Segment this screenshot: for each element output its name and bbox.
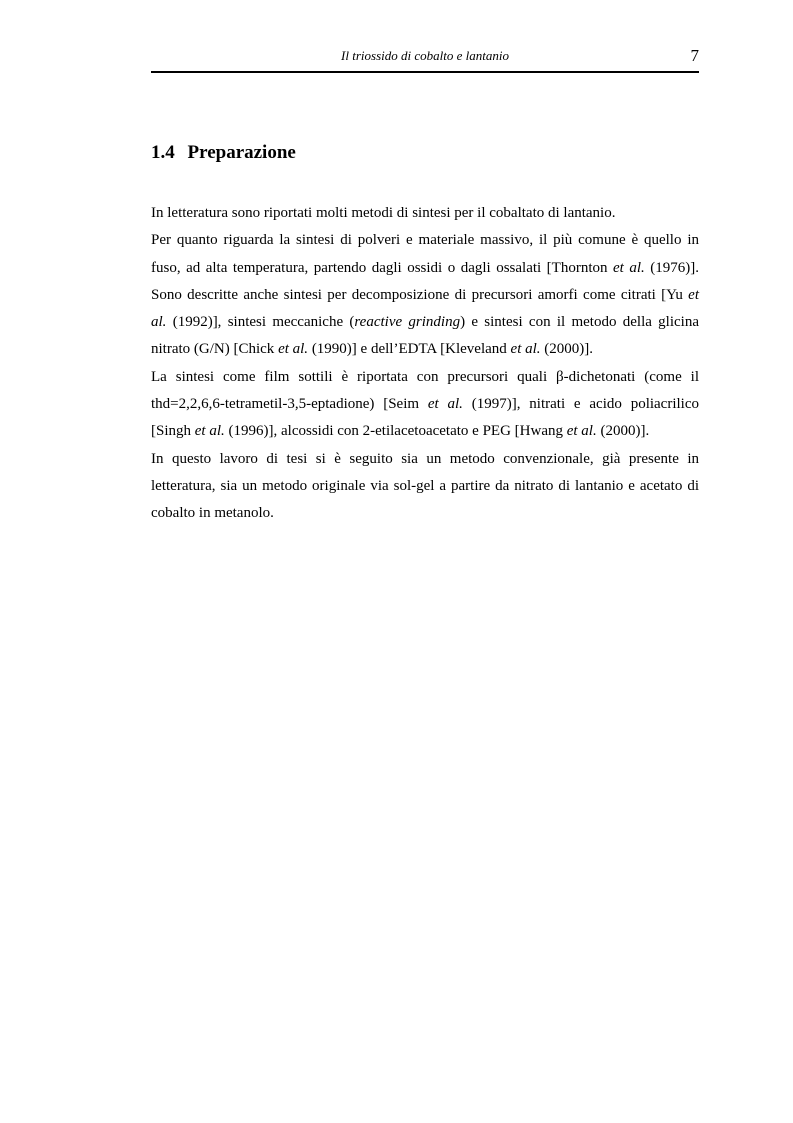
italic-text: et al. bbox=[613, 259, 645, 276]
italic-text: et al. bbox=[194, 423, 225, 440]
paragraph bbox=[151, 200, 699, 227]
page-number: 7 bbox=[690, 46, 699, 65]
text-run: (1997)], nitrati e acido poliacrilico [Singh bbox=[151, 396, 699, 440]
paragraph bbox=[151, 446, 699, 528]
italic-text: reactive grinding bbox=[354, 314, 461, 331]
header-rule bbox=[151, 71, 699, 73]
running-header bbox=[151, 46, 699, 68]
text-run: (1976)]. Sono descritte anche sintesi per decomposizione di precursori amorfi come citrati [Yu bbox=[151, 259, 699, 303]
section-title: Preparazione bbox=[187, 142, 296, 163]
text-run: In questo lavoro di tesi si è seguito sia un metodo convenzionale, già presente in letteratura, sia un metodo originale via sol-gel a partire da nitrato di lantanio e acetato di cobalto in metanolo. bbox=[151, 450, 699, 522]
text-run: (1996)], alcossidi con 2-etilacetoacetato e PEG [Hwang bbox=[224, 423, 567, 440]
running-title: Il triossido di cobalto e lantanio bbox=[341, 48, 509, 63]
italic-text: et al. bbox=[510, 341, 541, 358]
text-run: In letteratura sono riportati molti metodi di sintesi per il cobaltato di lantanio. bbox=[151, 205, 616, 221]
italic-text: et al. bbox=[151, 286, 699, 331]
section-number: 1.4 bbox=[151, 142, 175, 163]
paragraph bbox=[151, 364, 699, 446]
text-run: La sintesi come film sottili è riportata con precursori quali β-dichetonati (come il thd=2,2,6,6-tetrametil-3,5-eptadione) [Seim bbox=[151, 368, 699, 413]
text-run: ) e sintesi con il metodo della glicina nitrato (G/N) [Chick bbox=[151, 314, 699, 358]
italic-text: et al. bbox=[566, 423, 597, 440]
text-run: (2000)]. bbox=[540, 341, 594, 358]
section-heading bbox=[151, 141, 296, 165]
text-run: (1992)], sintesi meccaniche ( bbox=[166, 314, 355, 331]
italic-text: et al. bbox=[427, 396, 463, 413]
text-run: Per quanto riguarda la sintesi di polveri e materiale massivo, il più comune è quello in fuso, ad alta temperatura, partendo dagli ossidi o dagli ossalati [Thornton bbox=[151, 232, 699, 276]
text-run: (2000)]. bbox=[596, 423, 650, 440]
text-run: (1990)] e dell’EDTA [Kleveland bbox=[308, 341, 511, 358]
body-text bbox=[151, 200, 699, 528]
italic-text: et al. bbox=[278, 341, 309, 358]
paragraph bbox=[151, 227, 699, 363]
